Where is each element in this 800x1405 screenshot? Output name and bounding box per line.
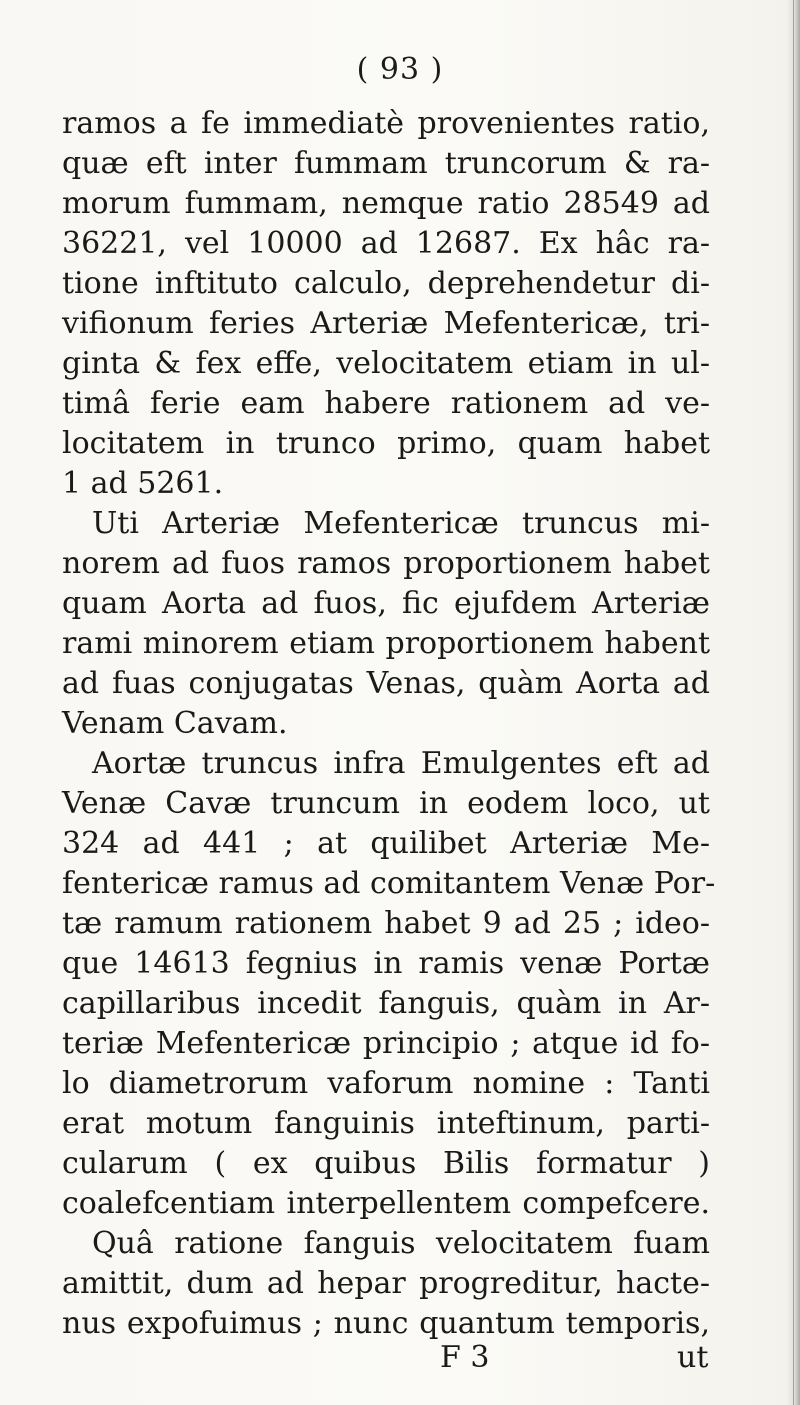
text-line: fentericæ ramus ad comitantem Venæ Por- <box>62 866 716 901</box>
text-line: amittit, dum ad hepar progreditur, hacte- <box>62 1266 710 1301</box>
text-line: que 14613 fegnius in ramis venæ Portæ <box>62 946 710 981</box>
text-line: 324 ad 441 ; at quilibet Arteriæ Me- <box>62 826 710 861</box>
text-line: nus expofuimus ; nunc quantum temporis, <box>62 1306 710 1341</box>
paragraph-start-line: Quâ ratione fanguis velocitatem fuam <box>92 1226 710 1261</box>
text-line: tæ ramum rationem habet 9 ad 25 ; ideo- <box>62 906 710 941</box>
body-text <box>62 104 716 1344</box>
text-line: locitatem in trunco primo, quam habet <box>62 426 710 461</box>
text-line: Venam Cavam. <box>62 706 288 741</box>
text-line: cularum ( ex quibus Bilis formatur ) <box>62 1146 710 1181</box>
text-line: tione inftituto calculo, deprehendetur di- <box>62 266 710 301</box>
text-line: rami minorem etiam proportionem habent <box>62 626 710 661</box>
text-line: quam Aorta ad fuos, fic ejufdem Arteriæ <box>62 586 710 621</box>
catchword: ut <box>677 1340 709 1375</box>
text-line: 1 ad 5261. <box>62 466 224 501</box>
text-line: Venæ Cavæ truncum in eodem loco, ut <box>62 786 710 821</box>
text-line: timâ ferie eam habere rationem ad ve- <box>62 386 710 421</box>
text-line: 36221, vel 10000 ad 12687. Ex hâc ra- <box>62 226 710 261</box>
page-edge-line <box>793 0 794 1405</box>
text-line: erat motum fanguinis inteftinum, parti- <box>62 1106 710 1141</box>
text-line: morum fummam, nemque ratio 28549 ad <box>62 186 710 221</box>
text-line: coalefcentiam interpellentem compefcere. <box>62 1186 710 1221</box>
page-footer <box>0 1340 800 1380</box>
paragraph-start-line: Uti Arteriæ Mefentericæ truncus mi- <box>92 506 710 541</box>
text-line: quæ eft inter fummam truncorum & ra- <box>62 146 710 181</box>
text-line: ginta & fex effe, velocitatem etiam in ul- <box>62 346 710 381</box>
text-line: ad fuas conjugatas Venas, quàm Aorta ad <box>62 666 710 701</box>
text-line: teriæ Mefentericæ principio ; atque id fo- <box>62 1026 710 1061</box>
text-line: ramos a fe immediatè provenientes ratio, <box>62 106 710 141</box>
text-line: vifionum feries Arteriæ Mefentericæ, tri- <box>62 306 710 341</box>
page-number: ( 93 ) <box>356 52 444 87</box>
text-line: lo diametrorum vaforum nomine : Tanti <box>62 1066 710 1101</box>
paragraph-start-line: Aortæ truncus infra Emulgentes eft ad <box>92 746 710 781</box>
signature-mark: F 3 <box>440 1340 490 1375</box>
text-line: capillaribus incedit fanguis, quàm in Ar- <box>62 986 710 1021</box>
text-line: norem ad fuos ramos proportionem habet <box>62 546 710 581</box>
